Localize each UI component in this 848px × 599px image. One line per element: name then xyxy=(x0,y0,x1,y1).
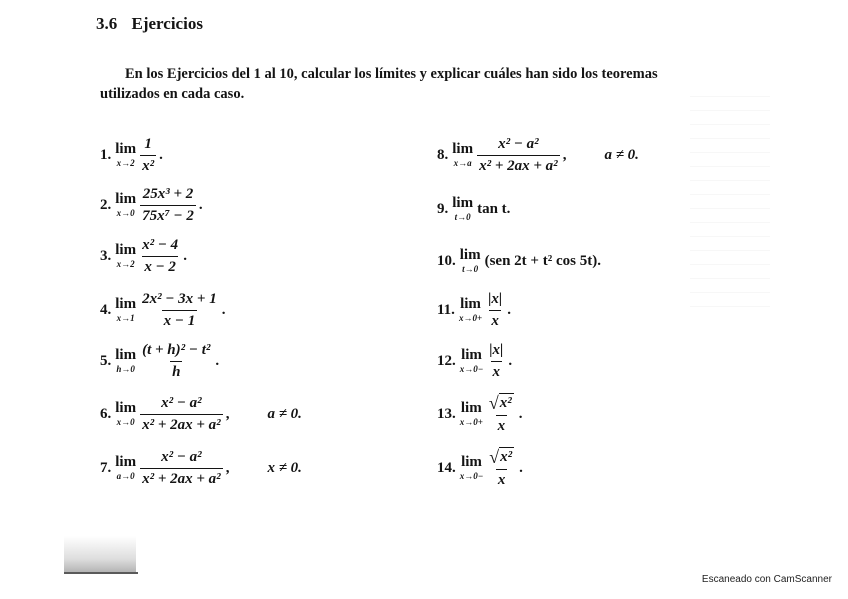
denominator: x² + 2ax + a² xyxy=(140,468,223,488)
punctuation: . xyxy=(198,196,203,213)
fraction xyxy=(140,237,180,275)
limit-subscript: x→a xyxy=(453,158,472,168)
limit-operator xyxy=(115,243,136,269)
limit-operator xyxy=(115,348,136,374)
numerator xyxy=(487,393,516,415)
exercise-number: 5. xyxy=(100,352,112,369)
denominator: x² xyxy=(140,155,156,175)
numerator: |x| xyxy=(489,342,504,358)
exercise-11 xyxy=(437,285,511,335)
radical-sign-icon: √ xyxy=(489,446,500,467)
fraction xyxy=(486,291,504,329)
exercise-13 xyxy=(437,389,523,439)
exercise-7 xyxy=(100,443,302,493)
exercise-number: 4. xyxy=(100,301,112,318)
square-root xyxy=(489,447,514,466)
punctuation: , xyxy=(562,146,567,163)
radical-sign-icon: √ xyxy=(488,392,499,413)
punctuation: . xyxy=(183,247,187,264)
limit-subscript: x→0− xyxy=(459,471,484,481)
limit-operator xyxy=(460,248,481,274)
punctuation: , xyxy=(225,405,230,422)
exercise-number: 8. xyxy=(437,146,449,163)
fraction xyxy=(140,342,212,380)
fraction xyxy=(487,393,516,435)
limit-operator xyxy=(115,142,136,168)
denominator: h xyxy=(170,361,182,381)
denominator: x − 2 xyxy=(142,256,178,276)
limit-subscript: x→0 xyxy=(116,417,135,427)
radicand: x² xyxy=(499,395,512,412)
lim-word: lim xyxy=(115,347,137,363)
punctuation: . xyxy=(221,301,226,318)
exercise-14 xyxy=(437,443,523,493)
limit-operator xyxy=(115,455,136,481)
denominator: x xyxy=(496,415,508,435)
exercise-5 xyxy=(100,336,219,386)
limit-subscript: x→2 xyxy=(116,259,135,269)
condition: a ≠ 0. xyxy=(604,146,639,163)
numerator: x² − a² xyxy=(161,395,202,411)
fraction xyxy=(140,136,156,174)
fraction xyxy=(140,291,219,329)
punctuation: , xyxy=(225,459,230,476)
limit-subscript: x→0 xyxy=(116,208,135,218)
denominator: x − 1 xyxy=(162,310,198,330)
fraction xyxy=(487,342,505,380)
scan-shadow xyxy=(64,536,136,574)
exercise-number: 10. xyxy=(437,252,456,269)
limit-subscript: x→1 xyxy=(116,313,135,323)
exercise-number: 1. xyxy=(100,146,112,163)
exercise-3 xyxy=(100,231,187,281)
punctuation: . xyxy=(507,301,511,318)
numerator: x² − a² xyxy=(161,449,202,465)
section-number: 3.6 xyxy=(96,14,118,33)
exercise-number: 2. xyxy=(100,196,112,213)
lim-word: lim xyxy=(461,454,482,470)
punctuation: . xyxy=(518,405,523,422)
limit-operator xyxy=(115,401,136,427)
limit-subscript: a→0 xyxy=(116,471,135,481)
fraction xyxy=(477,136,560,174)
lim-word: lim xyxy=(115,454,137,470)
numerator: x² − 4 xyxy=(142,237,179,253)
limit-subscript: x→0+ xyxy=(458,313,483,323)
limit-subscript: x→2 xyxy=(116,158,135,168)
exercise-1 xyxy=(100,130,163,180)
punctuation: . xyxy=(519,459,523,476)
fraction xyxy=(140,449,223,487)
numerator xyxy=(487,447,516,469)
denominator: x xyxy=(496,469,508,489)
numerator: 25x³ + 2 xyxy=(142,186,194,202)
square-root xyxy=(489,393,514,412)
exercise-number: 13. xyxy=(437,405,456,422)
exercise-number: 3. xyxy=(100,247,112,264)
fraction xyxy=(140,395,223,433)
numerator: |x| xyxy=(488,291,503,307)
exercise-number: 9. xyxy=(437,200,449,217)
instructions-line-2: utilizados en cada caso. xyxy=(100,86,245,102)
condition: x ≠ 0. xyxy=(267,459,302,476)
lim-word: lim xyxy=(461,347,482,363)
exercise-number: 14. xyxy=(437,459,456,476)
limit-operator xyxy=(115,192,136,218)
exercise-number: 11. xyxy=(437,301,455,318)
fraction xyxy=(487,447,516,489)
exercise-number: 6. xyxy=(100,405,112,422)
exercise-10 xyxy=(437,236,601,286)
lim-word: lim xyxy=(115,242,137,258)
lim-word: lim xyxy=(459,247,481,263)
limit-subscript: x→0+ xyxy=(459,417,483,427)
denominator: 75x⁷ − 2 xyxy=(140,205,196,225)
numerator: 2x² − 3x + 1 xyxy=(142,291,217,307)
limit-operator xyxy=(459,297,482,323)
expression: (sen 2t + t² cos 5t). xyxy=(484,252,601,269)
exercise-6 xyxy=(100,389,302,439)
lim-word: lim xyxy=(460,296,481,312)
instructions-line-1: En los Ejercicios del 1 al 10, calcular los límites y explicar cuáles han sido los teoremas xyxy=(125,66,658,82)
lim-word: lim xyxy=(115,191,137,207)
expression: tan t. xyxy=(477,200,511,217)
lim-word: lim xyxy=(452,141,474,157)
scan-edge-line xyxy=(64,572,138,574)
limit-subscript: x→0− xyxy=(459,364,484,374)
denominator: x xyxy=(489,310,501,330)
denominator: x² + 2ax + a² xyxy=(140,414,223,434)
fraction xyxy=(140,186,196,224)
numerator: 1 xyxy=(144,136,152,152)
numerator: x² − a² xyxy=(498,136,539,152)
instructions-paragraph xyxy=(100,64,740,104)
limit-operator xyxy=(460,348,483,374)
lim-word: lim xyxy=(452,195,474,211)
punctuation: . xyxy=(508,352,513,369)
exercise-4 xyxy=(100,285,225,335)
show-through-text xyxy=(690,96,770,316)
limit-operator xyxy=(460,401,483,427)
denominator: x xyxy=(491,361,503,381)
limit-operator xyxy=(115,297,136,323)
denominator: x² + 2ax + a² xyxy=(477,155,560,175)
camscanner-watermark: Escaneado con CamScanner xyxy=(701,574,832,585)
lim-word: lim xyxy=(115,400,137,416)
punctuation: . xyxy=(215,352,220,369)
limit-operator xyxy=(460,455,483,481)
limit-subscript: t→0 xyxy=(462,264,479,274)
lim-word: lim xyxy=(460,400,482,416)
numerator: (t + h)² − t² xyxy=(142,342,211,358)
section-title: Ejercicios xyxy=(131,14,203,33)
condition: a ≠ 0. xyxy=(267,405,302,422)
section-heading xyxy=(96,14,203,34)
limit-subscript: h→0 xyxy=(116,364,135,374)
lim-word: lim xyxy=(115,296,137,312)
limit-operator xyxy=(452,142,473,168)
lim-word: lim xyxy=(115,141,137,157)
exercise-number: 7. xyxy=(100,459,112,476)
exercise-number: 12. xyxy=(437,352,456,369)
exercise-8 xyxy=(437,130,639,180)
punctuation: . xyxy=(159,146,163,163)
radicand: x² xyxy=(500,449,513,466)
exercise-12 xyxy=(437,336,512,386)
exercise-2 xyxy=(100,180,203,230)
exercise-9 xyxy=(437,184,510,234)
limit-subscript: t→0 xyxy=(454,212,471,222)
limit-operator xyxy=(452,196,473,222)
